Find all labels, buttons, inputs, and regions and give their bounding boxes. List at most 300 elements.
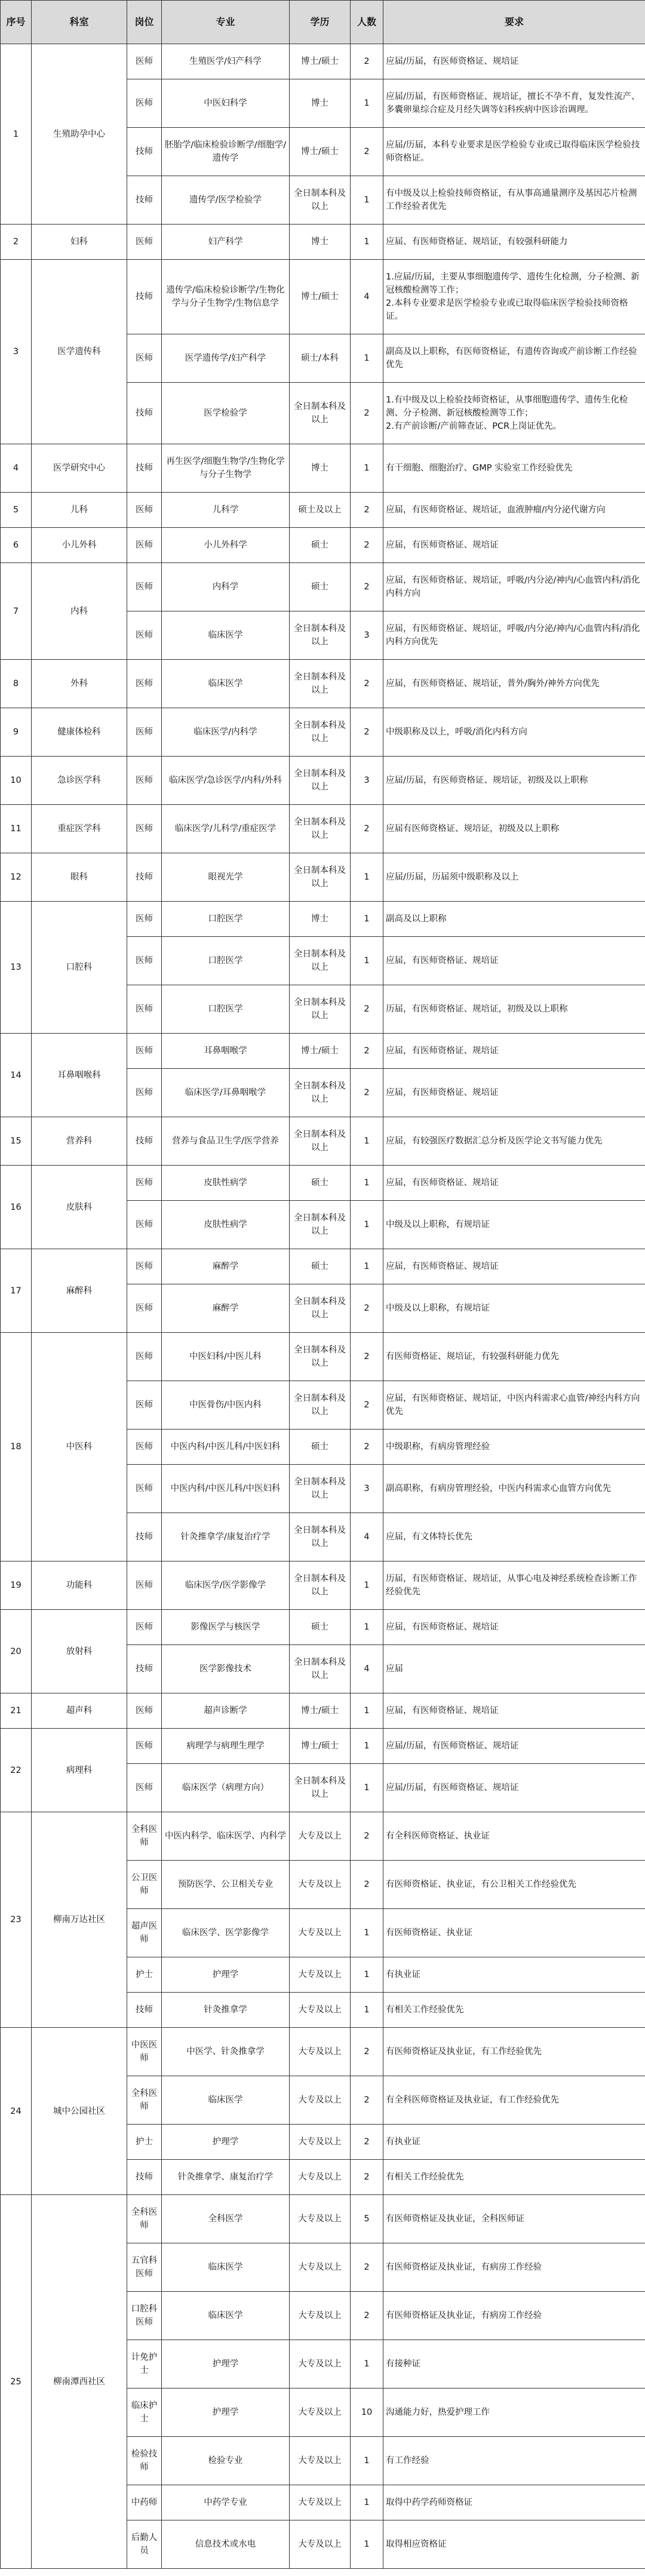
row-index: 22 — [1, 1729, 32, 1812]
post-cell: 医师 — [127, 937, 162, 985]
major-cell: 医学影像技术 — [162, 1645, 290, 1693]
count-cell: 1 — [351, 1166, 383, 1201]
table-row — [1, 1693, 645, 1729]
count-cell: 2 — [351, 1861, 383, 1909]
requirement-cell: 历届，有医师资格证、规培证，从事心电及神经系统检查诊断工作经验优先 — [383, 1561, 645, 1610]
count-cell: 2 — [351, 985, 383, 1034]
requirement-cell: 有医师资格证及执业证，有病房工作经验 — [383, 2243, 645, 2292]
major-cell: 皮肤性病学 — [162, 1166, 290, 1201]
count-cell: 1 — [351, 2485, 383, 2520]
education-cell: 硕士 — [290, 563, 351, 611]
education-cell: 硕士/本科 — [290, 334, 351, 383]
table-row — [1, 805, 645, 853]
major-cell: 中药学专业 — [162, 2485, 290, 2520]
table-row — [1, 2028, 645, 2076]
count-cell: 1 — [351, 1764, 383, 1812]
requirement-cell: 应届/历届，历届须中级职称及以上 — [383, 853, 645, 902]
requirement-cell: 应届，有医师资格证、规培证 — [383, 1069, 645, 1117]
count-cell: 1 — [351, 1117, 383, 1166]
education-cell: 全日制本科及以上 — [290, 1465, 351, 1513]
education-cell: 全日制本科及以上 — [290, 937, 351, 985]
requirement-cell: 应届/历届，有医师资格证、规培证，擅长不孕不育，复发性流产、多囊卵巢综合症及月经失调等妇科疾病中医诊治调理。 — [383, 79, 645, 128]
table-row — [1, 444, 645, 493]
requirement-cell: 有相关工作经验优先 — [383, 1993, 645, 2028]
post-cell: 超声医师 — [127, 1909, 162, 1957]
major-cell: 针灸推拿学、康复治疗学 — [162, 2160, 290, 2195]
header-requirement: 要求 — [383, 1, 645, 44]
major-cell: 护理学 — [162, 2389, 290, 2437]
department-cell: 柳南万达社区 — [32, 1812, 127, 2028]
education-cell: 全日制本科及以上 — [290, 611, 351, 660]
count-cell: 1 — [351, 79, 383, 128]
major-cell: 耳鼻咽喉学 — [162, 1034, 290, 1069]
education-cell: 大专及以上 — [290, 2520, 351, 2569]
count-cell: 1 — [351, 2520, 383, 2569]
education-cell: 大专及以上 — [290, 1993, 351, 2028]
department-cell: 城中公园社区 — [32, 2028, 127, 2195]
count-cell: 1 — [351, 444, 383, 493]
count-cell: 1 — [351, 1957, 383, 1993]
count-cell: 1 — [351, 1993, 383, 2028]
requirement-cell: 有执业证 — [383, 1957, 645, 1993]
count-cell: 2 — [351, 128, 383, 176]
count-cell: 4 — [351, 1513, 383, 1561]
table-row — [1, 1812, 645, 1861]
education-cell: 全日制本科及以上 — [290, 1513, 351, 1561]
count-cell: 2 — [351, 2028, 383, 2076]
education-cell: 硕士 — [290, 1249, 351, 1284]
major-cell: 预防医学、公卫相关专业 — [162, 1861, 290, 1909]
department-cell: 皮肤科 — [32, 1166, 127, 1249]
major-cell: 口腔医学 — [162, 937, 290, 985]
row-index: 25 — [1, 2195, 32, 2569]
major-cell: 妇产科学 — [162, 225, 290, 260]
major-cell: 中医内科/中医儿科/中医妇科 — [162, 1430, 290, 1465]
education-cell: 硕士 — [290, 1610, 351, 1645]
requirement-cell: 应届 — [383, 1645, 645, 1693]
department-cell: 营养科 — [32, 1117, 127, 1166]
education-cell: 全日制本科及以上 — [290, 1764, 351, 1812]
education-cell: 大专及以上 — [290, 1957, 351, 1993]
count-cell: 2 — [351, 493, 383, 528]
major-cell: 生殖医学/妇产科学 — [162, 44, 290, 79]
row-index: 24 — [1, 2028, 32, 2195]
requirement-cell: 应届，有医师资格证、规培证，普外/胸外/神外方向优先 — [383, 660, 645, 708]
post-cell: 中药师 — [127, 2485, 162, 2520]
major-cell: 小儿外科学 — [162, 528, 290, 563]
requirement-cell: 有接种证 — [383, 2340, 645, 2389]
education-cell: 全日制本科及以上 — [290, 757, 351, 805]
major-cell: 信息技术或水电 — [162, 2520, 290, 2569]
requirement-cell: 应届，有医师资格证、规培证 — [383, 1249, 645, 1284]
department-cell: 生殖助孕中心 — [32, 44, 127, 225]
department-cell: 小儿外科 — [32, 528, 127, 563]
education-cell: 全日制本科及以上 — [290, 853, 351, 902]
requirement-cell: 应届，有医师资格证、规培证，呼吸/内分泌/神内/心血管内科/消化内科方向 — [383, 563, 645, 611]
table-row — [1, 1333, 645, 1381]
post-cell: 医师 — [127, 1610, 162, 1645]
education-cell: 博士 — [290, 444, 351, 493]
post-cell: 医师 — [127, 1201, 162, 1249]
post-cell: 医师 — [127, 1693, 162, 1729]
department-cell: 柳南潭西社区 — [32, 2195, 127, 2569]
education-cell: 博士/硕士 — [290, 1729, 351, 1764]
major-cell: 医学遗传学/妇产科学 — [162, 334, 290, 383]
department-cell: 医学研究中心 — [32, 444, 127, 493]
department-cell: 超声科 — [32, 1693, 127, 1729]
row-index: 5 — [1, 493, 32, 528]
education-cell: 大专及以上 — [290, 2160, 351, 2195]
requirement-cell: 应届，有医师资格证、规培证 — [383, 1693, 645, 1729]
row-index: 19 — [1, 1561, 32, 1610]
count-cell: 1 — [351, 1561, 383, 1610]
count-cell: 5 — [351, 2195, 383, 2243]
major-cell: 护理学 — [162, 2340, 290, 2389]
post-cell: 医师 — [127, 334, 162, 383]
row-index: 10 — [1, 757, 32, 805]
count-cell: 2 — [351, 2243, 383, 2292]
major-cell: 口腔医学 — [162, 985, 290, 1034]
department-cell: 中医科 — [32, 1333, 127, 1561]
post-cell: 医师 — [127, 225, 162, 260]
major-cell: 临床医学（病理方向） — [162, 1764, 290, 1812]
count-cell: 10 — [351, 2389, 383, 2437]
requirement-cell: 1.应届/历届，主要从事细胞遗传学、遗传生化检测，分子检测、新冠核酸检测等工作； 2.本科专业要求是医学检验专业或已取得临床医学检验技师资格证。 — [383, 260, 645, 334]
education-cell: 大专及以上 — [290, 2125, 351, 2160]
row-index: 17 — [1, 1249, 32, 1333]
major-cell: 麻醉学 — [162, 1284, 290, 1333]
education-cell: 大专及以上 — [290, 1909, 351, 1957]
count-cell: 2 — [351, 660, 383, 708]
count-cell: 1 — [351, 2340, 383, 2389]
post-cell: 技师 — [127, 2160, 162, 2195]
requirement-cell: 有医师资格证及执业证，有病房工作经验 — [383, 2292, 645, 2340]
requirement-cell: 应届，有医师资格证、规培证，血液肿瘤/内分泌代谢方向 — [383, 493, 645, 528]
requirement-cell: 应届/历届，有医师资格证、规培证 — [383, 1729, 645, 1764]
post-cell: 医师 — [127, 902, 162, 937]
major-cell: 中医内科学、临床医学、内科学 — [162, 1812, 290, 1861]
requirement-cell: 中级及以上职称，有规培证 — [383, 1201, 645, 1249]
department-cell: 急诊医学科 — [32, 757, 127, 805]
table-row — [1, 1117, 645, 1166]
requirement-cell: 中级及以上职称，有规培证 — [383, 1284, 645, 1333]
row-index: 1 — [1, 44, 32, 225]
requirement-cell: 中级职称，有病房管理经验 — [383, 1430, 645, 1465]
major-cell: 中医内科/中医儿科/中医妇科 — [162, 1465, 290, 1513]
education-cell: 全日制本科及以上 — [290, 1117, 351, 1166]
count-cell: 2 — [351, 1381, 383, 1430]
requirement-cell: 有执业证 — [383, 2125, 645, 2160]
education-cell: 全日制本科及以上 — [290, 1645, 351, 1693]
count-cell: 1 — [351, 937, 383, 985]
post-cell: 医师 — [127, 44, 162, 79]
post-cell: 医师 — [127, 611, 162, 660]
major-cell: 全科医学 — [162, 2195, 290, 2243]
major-cell: 临床医学 — [162, 2076, 290, 2125]
requirement-cell: 沟通能力好，热爱护理工作 — [383, 2389, 645, 2437]
count-cell: 2 — [351, 383, 383, 444]
requirement-cell: 1.有中级及以上检验技师资格证，从事细胞遗传学、遗传生化检测、分子检测、新冠核酸检测等工作； 2.有产前诊断/产前筛查证、PCR上岗证优先。 — [383, 383, 645, 444]
post-cell: 技师 — [127, 383, 162, 444]
department-cell: 耳鼻咽喉科 — [32, 1034, 127, 1117]
requirement-cell: 副高职称，有病房管理经验，中医内科需求心血管方向优先 — [383, 1465, 645, 1513]
table-body — [1, 44, 645, 2569]
post-cell: 医师 — [127, 79, 162, 128]
major-cell: 眼视光学 — [162, 853, 290, 902]
post-cell: 计免护士 — [127, 2340, 162, 2389]
table-row — [1, 660, 645, 708]
header-index: 序号 — [1, 1, 32, 44]
department-cell: 病理科 — [32, 1729, 127, 1812]
education-cell: 全日制本科及以上 — [290, 383, 351, 444]
department-cell: 外科 — [32, 660, 127, 708]
education-cell: 大专及以上 — [290, 2340, 351, 2389]
department-cell: 眼科 — [32, 853, 127, 902]
major-cell: 遗传学/医学检验学 — [162, 176, 290, 225]
post-cell: 检验技师 — [127, 2437, 162, 2485]
major-cell: 临床医学/儿科学/重症医学 — [162, 805, 290, 853]
post-cell: 医师 — [127, 528, 162, 563]
count-cell: 4 — [351, 260, 383, 334]
count-cell: 2 — [351, 1333, 383, 1381]
table-row — [1, 708, 645, 757]
table-row — [1, 1561, 645, 1610]
requirement-cell: 有全科医师资格证及执业证，有工作经验优先 — [383, 2076, 645, 2125]
count-cell: 3 — [351, 757, 383, 805]
post-cell: 技师 — [127, 1645, 162, 1693]
major-cell: 中医妇科/中医儿科 — [162, 1333, 290, 1381]
count-cell: 1 — [351, 1729, 383, 1764]
education-cell: 大专及以上 — [290, 2292, 351, 2340]
count-cell: 1 — [351, 1909, 383, 1957]
education-cell: 全日制本科及以上 — [290, 1333, 351, 1381]
table-row — [1, 1249, 645, 1284]
major-cell: 针灸推拿学/康复治疗学 — [162, 1513, 290, 1561]
post-cell: 医师 — [127, 1284, 162, 1333]
table-row — [1, 1729, 645, 1764]
table-row — [1, 563, 645, 611]
row-index: 11 — [1, 805, 32, 853]
table-row — [1, 528, 645, 563]
count-cell: 3 — [351, 1465, 383, 1513]
requirement-cell: 有中级及以上检验技师资格证，有从事高通量测序及基因芯片检测工作经验者优先 — [383, 176, 645, 225]
requirement-cell: 有医师资格证、执业证 — [383, 1909, 645, 1957]
education-cell: 全日制本科及以上 — [290, 708, 351, 757]
post-cell: 医师 — [127, 1465, 162, 1513]
row-index: 8 — [1, 660, 32, 708]
header-row — [1, 1, 645, 44]
post-cell: 医师 — [127, 805, 162, 853]
count-cell: 2 — [351, 2076, 383, 2125]
count-cell: 2 — [351, 1812, 383, 1861]
count-cell: 2 — [351, 2125, 383, 2160]
post-cell: 技师 — [127, 260, 162, 334]
requirement-cell: 副高及以上职称，有医师资格证，有遗传咨询或产前诊断工作经验优先 — [383, 334, 645, 383]
post-cell: 医师 — [127, 757, 162, 805]
major-cell: 中医骨伤/中医内科 — [162, 1381, 290, 1430]
count-cell: 1 — [351, 225, 383, 260]
education-cell: 大专及以上 — [290, 2437, 351, 2485]
requirement-cell: 有工作经验 — [383, 2437, 645, 2485]
department-cell: 医学遗传科 — [32, 260, 127, 444]
header-post: 岗位 — [127, 1, 162, 44]
row-index: 15 — [1, 1117, 32, 1166]
major-cell: 临床医学、医学影像学 — [162, 1909, 290, 1957]
major-cell: 超声诊断学 — [162, 1693, 290, 1729]
row-index: 20 — [1, 1610, 32, 1693]
post-cell: 医师 — [127, 1729, 162, 1764]
count-cell: 1 — [351, 902, 383, 937]
table-row — [1, 1034, 645, 1069]
education-cell: 大专及以上 — [290, 2076, 351, 2125]
requirement-cell: 副高及以上职称 — [383, 902, 645, 937]
department-cell: 儿科 — [32, 493, 127, 528]
table-row — [1, 902, 645, 937]
major-cell: 病理学与病理生理学 — [162, 1729, 290, 1764]
education-cell: 大专及以上 — [290, 2485, 351, 2520]
count-cell: 1 — [351, 334, 383, 383]
header-count: 人数 — [351, 1, 383, 44]
row-index: 6 — [1, 528, 32, 563]
education-cell: 大专及以上 — [290, 2389, 351, 2437]
post-cell: 全科医师 — [127, 2195, 162, 2243]
department-cell: 妇科 — [32, 225, 127, 260]
education-cell: 博士/硕士 — [290, 1693, 351, 1729]
header-major: 专业 — [162, 1, 290, 44]
department-cell: 重症医学科 — [32, 805, 127, 853]
post-cell: 技师 — [127, 176, 162, 225]
requirement-cell: 有相关工作经验优先 — [383, 2160, 645, 2195]
major-cell: 护理学 — [162, 1957, 290, 1993]
education-cell: 博士 — [290, 79, 351, 128]
education-cell: 全日制本科及以上 — [290, 985, 351, 1034]
post-cell: 技师 — [127, 128, 162, 176]
education-cell: 大专及以上 — [290, 2243, 351, 2292]
post-cell: 全科医师 — [127, 2076, 162, 2125]
table-row — [1, 225, 645, 260]
header-education: 学历 — [290, 1, 351, 44]
requirement-cell: 取得中药学药师资格证 — [383, 2485, 645, 2520]
table-row — [1, 493, 645, 528]
post-cell: 医师 — [127, 1034, 162, 1069]
count-cell: 2 — [351, 2292, 383, 2340]
education-cell: 博士 — [290, 225, 351, 260]
major-cell: 医学检验学 — [162, 383, 290, 444]
post-cell: 后勤人员 — [127, 2520, 162, 2569]
table-row — [1, 1166, 645, 1201]
major-cell: 临床医学/医学影像学 — [162, 1561, 290, 1610]
education-cell: 全日制本科及以上 — [290, 1201, 351, 1249]
major-cell: 影像医学与核医学 — [162, 1610, 290, 1645]
requirement-cell: 应届/历届，有医师资格证、规培证，初级及以上职称 — [383, 757, 645, 805]
row-index: 18 — [1, 1333, 32, 1561]
major-cell: 儿科学 — [162, 493, 290, 528]
major-cell: 针灸推拿学 — [162, 1993, 290, 2028]
row-index: 23 — [1, 1812, 32, 2028]
education-cell: 博士 — [290, 902, 351, 937]
table-row — [1, 2195, 645, 2243]
education-cell: 全日制本科及以上 — [290, 805, 351, 853]
requirement-cell: 应届，有医师资格证、规培证，呼吸/内分泌/神内/心血管内科/消化内科方向优先 — [383, 611, 645, 660]
table-row — [1, 757, 645, 805]
major-cell: 内科学 — [162, 563, 290, 611]
post-cell: 五官科医师 — [127, 2243, 162, 2292]
requirement-cell: 中级职称及以上，呼吸/消化内科方向 — [383, 708, 645, 757]
requirement-cell: 应届、有医师资格证、规培证，有较强科研能力 — [383, 225, 645, 260]
department-cell: 麻醉科 — [32, 1249, 127, 1333]
department-cell: 内科 — [32, 563, 127, 660]
requirement-cell: 应届，有医师资格证、规培证 — [383, 528, 645, 563]
count-cell: 2 — [351, 1069, 383, 1117]
row-index: 12 — [1, 853, 32, 902]
requirement-cell: 应届/历届，本科专业要求是医学检验专业或已取得临床医学检验技师资格证。 — [383, 128, 645, 176]
count-cell: 2 — [351, 44, 383, 79]
requirement-cell: 应届/历届，有医师资格证、规培证 — [383, 1764, 645, 1812]
row-index: 7 — [1, 563, 32, 660]
count-cell: 1 — [351, 176, 383, 225]
row-index: 4 — [1, 444, 32, 493]
major-cell: 皮肤性病学 — [162, 1201, 290, 1249]
post-cell: 技师 — [127, 1993, 162, 2028]
major-cell: 护理学 — [162, 2125, 290, 2160]
requirement-cell: 应届，有医师资格证、规培证 — [383, 937, 645, 985]
post-cell: 医师 — [127, 1069, 162, 1117]
education-cell: 大专及以上 — [290, 1812, 351, 1861]
department-cell: 健康体检科 — [32, 708, 127, 757]
requirement-cell: 应届/历届，有医师资格证、规培证 — [383, 44, 645, 79]
post-cell: 护士 — [127, 1957, 162, 1993]
requirement-cell: 有医师资格证及执业证，有工作经验优先 — [383, 2028, 645, 2076]
count-cell: 2 — [351, 2160, 383, 2195]
header-department: 科室 — [32, 1, 127, 44]
requirement-cell: 应届有医师资格证、规培证，初级及以上职称 — [383, 805, 645, 853]
count-cell: 2 — [351, 1034, 383, 1069]
major-cell: 胚胎学/临床检验诊断学/细胞学/遗传学 — [162, 128, 290, 176]
post-cell: 公卫医师 — [127, 1861, 162, 1909]
count-cell: 3 — [351, 611, 383, 660]
count-cell: 2 — [351, 708, 383, 757]
major-cell: 口腔医学 — [162, 902, 290, 937]
requirement-cell: 有医师资格证、执业证，有公卫相关工作经验优先 — [383, 1861, 645, 1909]
post-cell: 医师 — [127, 1561, 162, 1610]
requirement-cell: 有全科医师资格证、执业证 — [383, 1812, 645, 1861]
major-cell: 临床医学 — [162, 2292, 290, 2340]
table-row — [1, 1610, 645, 1645]
major-cell: 临床医学 — [162, 2243, 290, 2292]
post-cell: 临床护士 — [127, 2389, 162, 2437]
count-cell: 1 — [351, 853, 383, 902]
education-cell: 大专及以上 — [290, 1861, 351, 1909]
requirement-cell: 应届，有医师资格证、规培证 — [383, 1166, 645, 1201]
requirement-cell: 应届，有较强医疗数据汇总分析及医学论文书写能力优先 — [383, 1117, 645, 1166]
post-cell: 口腔科医师 — [127, 2292, 162, 2340]
education-cell: 博士/硕士 — [290, 128, 351, 176]
table-row — [1, 44, 645, 79]
count-cell: 1 — [351, 1249, 383, 1284]
post-cell: 医师 — [127, 563, 162, 611]
major-cell: 临床医学 — [162, 660, 290, 708]
department-cell: 口腔科 — [32, 902, 127, 1034]
requirement-cell: 有干细胞、细胞治疗、GMP 实验室工作经验优先 — [383, 444, 645, 493]
row-index: 21 — [1, 1693, 32, 1729]
count-cell: 4 — [351, 1645, 383, 1693]
major-cell: 麻醉学 — [162, 1249, 290, 1284]
row-index: 16 — [1, 1166, 32, 1249]
post-cell: 医师 — [127, 985, 162, 1034]
major-cell: 遗传学/临床检验诊断学/生物化学与分子生物学/生物信息学 — [162, 260, 290, 334]
row-index: 3 — [1, 260, 32, 444]
post-cell: 全科医师 — [127, 1812, 162, 1861]
